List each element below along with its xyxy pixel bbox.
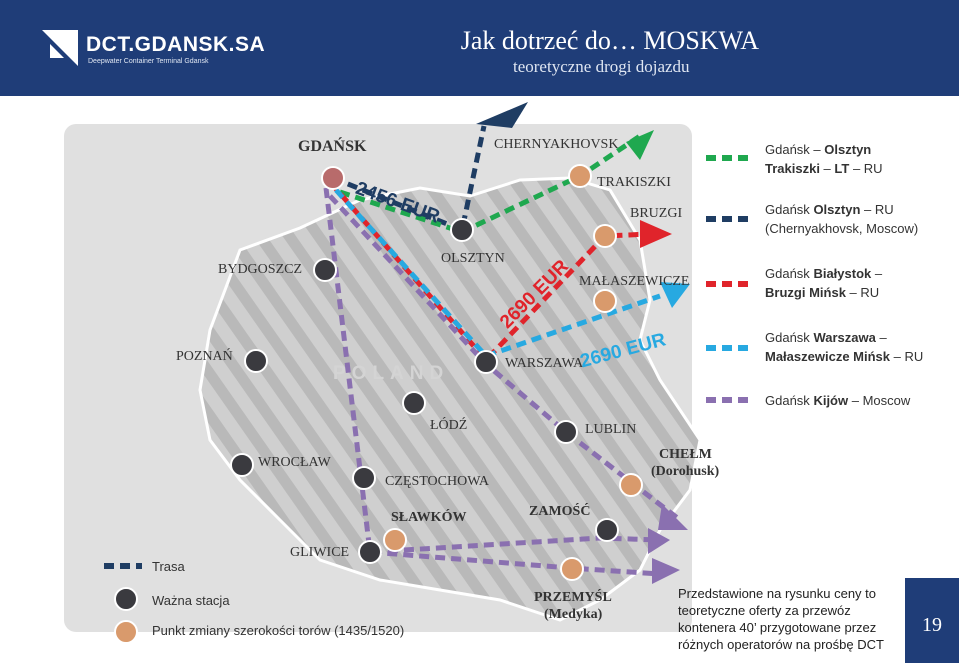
gauge-chelm: [620, 474, 642, 496]
city-gliwice: GLIWICE: [290, 545, 350, 560]
city-slawkow: SŁAWKÓW: [391, 510, 467, 525]
city-olsztyn: OLSZTYN: [441, 251, 505, 266]
city-chernyakhovsk: CHERNYAKHOVSK: [494, 137, 619, 152]
city-przemysl-sub: (Medyka): [544, 607, 603, 622]
city-zamosc: ZAMOŚĆ: [529, 504, 591, 519]
legend-gauge-label: Punkt zmiany szerokości torów (1435/1520): [152, 623, 405, 638]
station-lodz: [403, 392, 425, 414]
station-lublin: [555, 421, 577, 443]
city-malaszewicze: MAŁASZEWICZE: [579, 274, 690, 289]
page-subtitle: teoretyczne drogi dojazdu: [513, 57, 690, 76]
price-label-navy: 2456 EUR: [352, 178, 443, 228]
city-wroclaw: WROCŁAW: [258, 455, 331, 470]
legend-route-green: Gdańsk – Olsztyn Trakiszki – LT – RU: [765, 142, 883, 176]
city-przemysl: PRZEMYŚL: [534, 590, 612, 605]
country-label: POLAND: [333, 363, 450, 384]
gauge-malaszewicze: [594, 290, 616, 312]
station-wroclaw: [231, 454, 253, 476]
legend-station-label: Ważna stacja: [152, 593, 230, 608]
price-label-blue: 2690 EUR: [578, 329, 669, 373]
gauge-slawkow: [384, 529, 406, 551]
city-chelm: CHEŁM: [659, 447, 712, 462]
page-number: 19: [905, 578, 959, 663]
city-lublin: LUBLIN: [585, 422, 637, 437]
city-bruzgi: BRUZGI: [630, 206, 683, 221]
city-chelm-sub: (Dorohusk): [651, 464, 720, 479]
city-bydgoszcz: BYDGOSZCZ: [218, 262, 303, 277]
price-label-red: 2690 EUR: [496, 256, 573, 333]
price-note: Przedstawione na rysunku ceny to teoretyczne oferty za przewóz kontenera 40’ przygotowane przez różnych operatorów na prośbę DCT: [678, 586, 884, 652]
poland-shape: [200, 178, 700, 620]
station-poznan: [245, 350, 267, 372]
arrow-purple-1-icon: [652, 558, 680, 584]
page-title: Jak dotrzeć do… MOSKWA: [460, 26, 759, 55]
station-bydgoszcz: [314, 259, 336, 281]
city-poznan: POZNAŃ: [176, 349, 233, 364]
legend-route-purple: Gdańsk Kijów – Moscow: [765, 393, 911, 408]
city-gdansk: GDAŃSK: [298, 138, 367, 155]
station-zamosc: [596, 519, 618, 541]
city-trakiszki: TRAKISZKI: [597, 175, 671, 190]
station-czestochowa: [353, 467, 375, 489]
station-warszawa: [475, 351, 497, 373]
city-czestochowa: CZĘSTOCHOWA: [385, 474, 489, 489]
arrow-green-icon: [626, 130, 654, 160]
station-olsztyn: [451, 219, 473, 241]
arrow-navy-icon: [476, 102, 528, 128]
logo-text: DCT.GDANSK.SA: [86, 33, 266, 56]
station-gliwice: [359, 541, 381, 563]
city-warszawa: WARSZAWA: [505, 356, 584, 371]
legend-route-label: Trasa: [152, 559, 185, 574]
logo-subtext: Deepwater Container Terminal Gdansk: [88, 58, 209, 65]
city-lodz: ŁÓDŹ: [430, 418, 468, 433]
gauge-trakiszki: [569, 165, 591, 187]
gauge-przemysl: [561, 558, 583, 580]
gauge-gdansk: [322, 167, 344, 189]
legend-route-blue: Gdańsk Warszawa – Małaszewicze Mińsk – RU: [765, 330, 924, 364]
legend-route-navy: Gdańsk Olsztyn – RU (Chernyakhovsk, Moscow): [765, 202, 919, 236]
legend-station-icon: [115, 588, 137, 610]
legend-route-red: Gdańsk Białystok – Bruzgi Mińsk – RU: [765, 266, 883, 300]
arrow-red-icon: [640, 220, 672, 248]
legend-gauge-icon: [115, 621, 137, 643]
gauge-bruzgi: [594, 225, 616, 247]
